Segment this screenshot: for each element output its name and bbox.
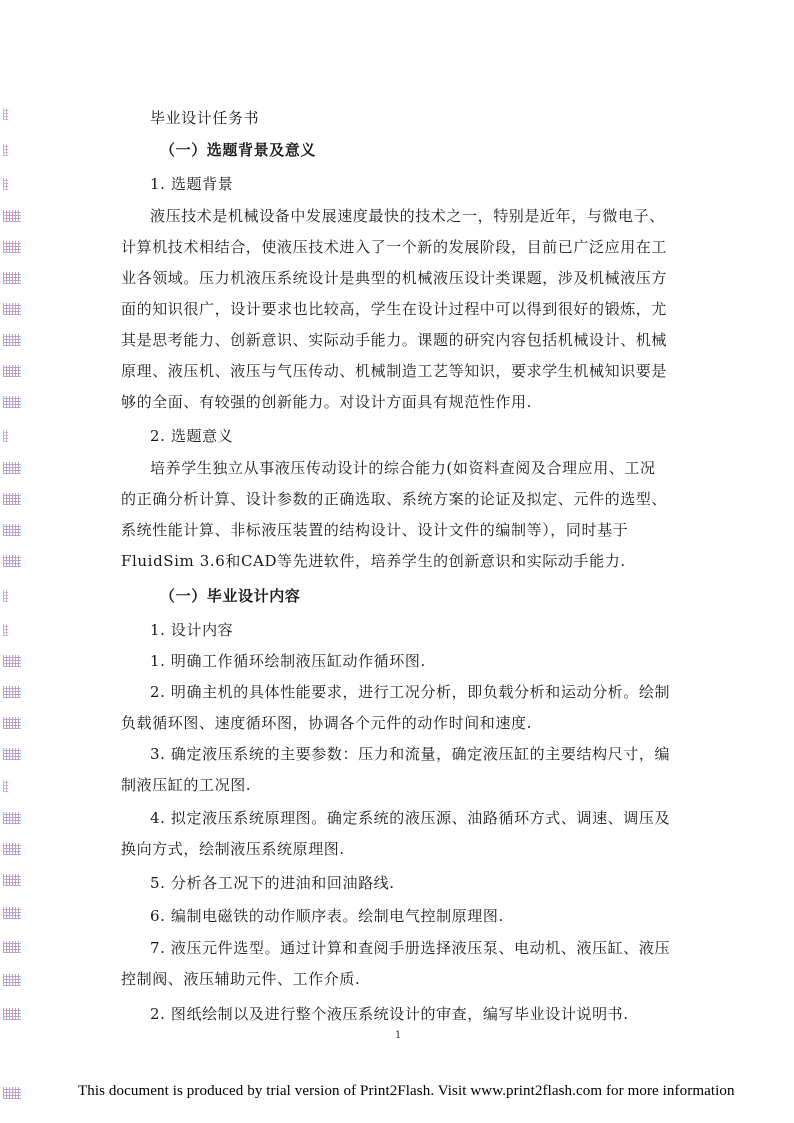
margin-artifact bbox=[3, 462, 21, 474]
document-title: 毕业设计任务书 bbox=[150, 109, 260, 127]
trial-watermark-footer: This document is produced by trial version of Print2Flash. Visit www.print2flash.com for more information bbox=[78, 1083, 735, 1099]
list-item: 3. 确定液压系统的主要参数：压力和流量，确定液压缸的主要结构尺寸，编 bbox=[150, 745, 671, 763]
margin-artifact bbox=[3, 812, 21, 824]
list-item-continuation: 换向方式，绘制液压系统原理图. bbox=[121, 840, 345, 858]
subsection-heading-design-content: 1. 设计内容 bbox=[150, 621, 234, 639]
list-item: 4. 拟定液压系统原理图。确定系统的液压源、油路循环方式、调速、调压及 bbox=[150, 809, 671, 827]
margin-artifact bbox=[3, 524, 21, 536]
paragraph-line: 其是思考能力、创新意识、实际动手能力。课题的研究内容包括机械设计、机械 bbox=[121, 331, 668, 349]
subsection-heading-background: 1. 选题背景 bbox=[150, 175, 234, 193]
margin-artifact bbox=[3, 655, 21, 667]
section-heading-background: （一）选题背景及意义 bbox=[160, 141, 317, 159]
paragraph-line: 原理、液压机、液压与气压传动、机械制造工艺等知识，要求学生机械知识要是 bbox=[121, 362, 668, 380]
paragraph-line: 液压技术是机械设备中发展速度最快的技术之一，特别是近年，与微电子、 bbox=[150, 207, 665, 225]
paragraph-line: 业各领域。压力机液压系统设计是典型的机械液压设计类课题，涉及机械液压方 bbox=[121, 269, 668, 287]
margin-artifact bbox=[3, 334, 21, 346]
paragraph-line: 面的知识很广，设计要求也比较高，学生在设计过程中可以得到很好的锻炼，尤 bbox=[121, 300, 668, 318]
margin-artifact bbox=[3, 241, 21, 253]
margin-artifact bbox=[3, 365, 21, 377]
section-heading-content: （一）毕业设计内容 bbox=[160, 587, 301, 605]
list-item: 2. 图纸绘制以及进行整个液压系统设计的审查，编写毕业设计说明书. bbox=[150, 1005, 629, 1023]
list-item-continuation: 制液压缸的工况图. bbox=[121, 776, 252, 794]
list-item-continuation: 控制阀、液压辅助元件、工作介质. bbox=[121, 970, 361, 988]
margin-artifact bbox=[3, 843, 21, 855]
margin-artifact bbox=[3, 874, 21, 886]
list-item: 1. 明确工作循环绘制液压缸动作循环图. bbox=[150, 652, 426, 670]
margin-artifact bbox=[3, 1087, 21, 1099]
margin-artifact bbox=[3, 974, 21, 986]
margin-artifact bbox=[3, 686, 21, 698]
margin-artifact bbox=[3, 780, 8, 792]
list-item: 6. 编制电磁铁的动作顺序表。绘制电气控制原理图. bbox=[150, 907, 504, 925]
paragraph-line: 系统性能计算、非标液压装置的结构设计、设计文件的编制等），同时基于 bbox=[121, 521, 629, 539]
margin-artifact bbox=[3, 272, 21, 284]
paragraph-line: 计算机技术相结合，使液压技术进入了一个新的发展阶段，目前已广泛应用在工 bbox=[121, 238, 668, 256]
margin-artifact bbox=[3, 430, 8, 442]
margin-artifact bbox=[3, 210, 21, 222]
margin-artifact bbox=[3, 396, 21, 408]
margin-artifact bbox=[3, 624, 8, 636]
list-item: 5. 分析各工况下的进油和回油路线. bbox=[150, 874, 395, 892]
paragraph-line: FluidSim 3.6和CAD等先进软件，培养学生的创新意识和实际动手能力. bbox=[121, 552, 626, 570]
list-item: 2. 明确主机的具体性能要求，进行工况分析，即负载分析和运动分析。绘制 bbox=[150, 683, 671, 701]
margin-artifact bbox=[3, 1008, 21, 1020]
margin-artifact bbox=[3, 144, 8, 156]
margin-artifact bbox=[3, 555, 21, 567]
paragraph-line: 够的全面、有较强的创新能力。对设计方面具有规范性作用. bbox=[121, 393, 532, 411]
list-item-continuation: 负载循环图、速度循环图，协调各个元件的动作时间和速度. bbox=[121, 714, 532, 732]
margin-artifact bbox=[3, 178, 8, 190]
list-item: 7. 液压元件选型。通过计算和查阅手册选择液压泵、电动机、液压缸、液压 bbox=[150, 939, 671, 957]
margin-artifact bbox=[3, 303, 21, 315]
margin-artifact bbox=[3, 941, 21, 953]
margin-artifact bbox=[3, 493, 21, 505]
margin-artifact bbox=[3, 907, 21, 919]
paragraph-line: 的正确分析计算、设计参数的正确选取、系统方案的论证及拟定、元件的选型、 bbox=[121, 490, 668, 508]
margin-artifact bbox=[3, 590, 8, 602]
paragraph-line: 培养学生独立从事液压传动设计的综合能力(如资料查阅及合理应用、工况 bbox=[150, 459, 656, 477]
margin-artifact bbox=[3, 748, 21, 760]
margin-artifact bbox=[3, 717, 21, 729]
page-number: 1 bbox=[395, 1030, 402, 1041]
subsection-heading-significance: 2. 选题意义 bbox=[150, 427, 234, 445]
margin-artifact bbox=[3, 108, 8, 120]
